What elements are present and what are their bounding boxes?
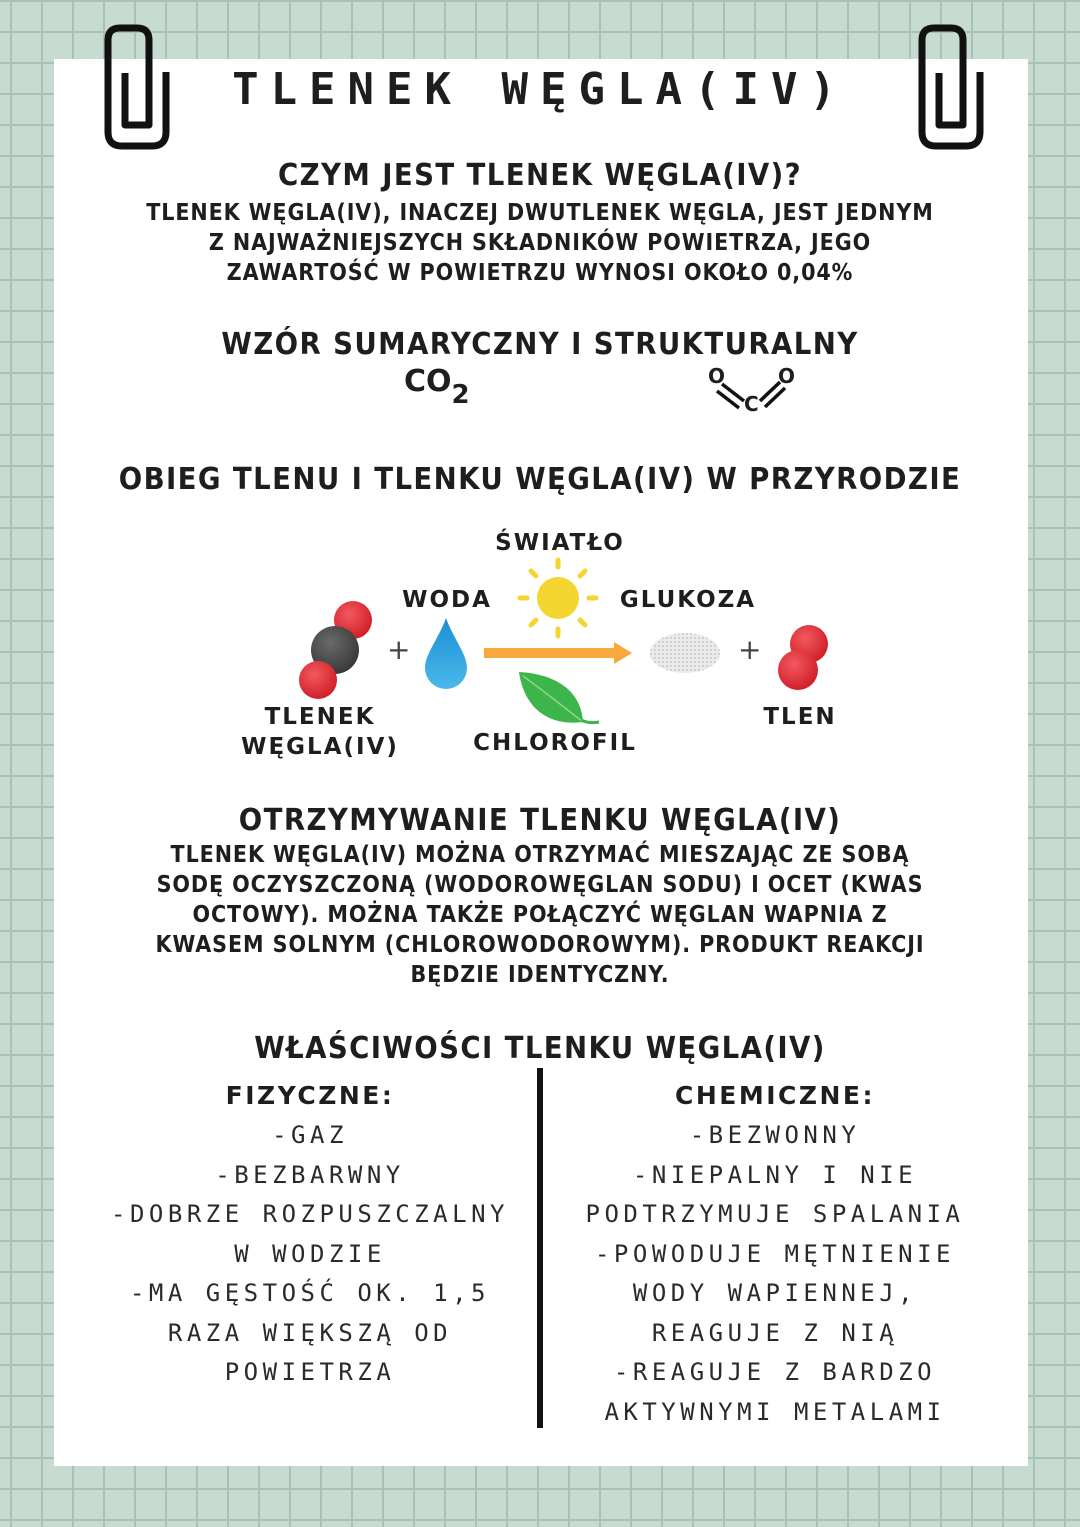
property-line: AKTYWNYMI METALAMI bbox=[604, 1397, 946, 1426]
text-line: TLENEK WĘGLA(IV) MOŻNA OTRZYMAĆ MIESZAJĄC ZE SOBĄ bbox=[170, 842, 910, 868]
property-line: REAGUJE Z NIĄ bbox=[651, 1318, 899, 1347]
leaf-icon bbox=[515, 670, 601, 730]
text-line: BĘDZIE IDENTYCZNY. bbox=[410, 962, 670, 988]
text-line: ZAWARTOŚĆ W POWIETRZU WYNOSI OKOŁO 0,04% bbox=[226, 260, 854, 286]
property-line: -GAZ bbox=[272, 1121, 348, 1149]
chemical-properties-column bbox=[555, 1076, 995, 1432]
formula-subscript: 2 bbox=[451, 380, 470, 410]
property-line: -REAGUJE Z BARDZO bbox=[613, 1358, 937, 1386]
property-line: RAZA WIĘKSZĄ OD bbox=[167, 1318, 453, 1347]
label-chlorophyll: CHLOROFIL bbox=[473, 730, 637, 756]
plus-sign: + bbox=[738, 633, 762, 666]
chemical-heading: CHEMICZNE: bbox=[675, 1081, 875, 1110]
label-light: ŚWIATŁO bbox=[495, 530, 625, 556]
section-heading-what: CZYM JEST TLENEK WĘGLA(IV)? bbox=[277, 158, 802, 193]
label-glucose: GLUKOZA bbox=[619, 587, 757, 613]
paperclip-left-icon bbox=[104, 22, 170, 152]
label-water: WODA bbox=[402, 587, 492, 613]
property-line: -DOBRZE ROZPUSZCZALNY bbox=[111, 1200, 509, 1228]
atom-o-left: O bbox=[708, 364, 726, 388]
section-body-obtaining bbox=[54, 840, 1026, 990]
section-heading-obtaining: OTRZYMYWANIE TLENKU WĘGLA(IV) bbox=[238, 803, 842, 838]
text-line: KWASEM SOLNYM (CHLOROWODOROWYM). PRODUKT REAKCJI bbox=[155, 932, 925, 958]
property-line: -BEZWONNY bbox=[689, 1121, 861, 1149]
section-heading-properties: WŁAŚCIWOŚCI TLENKU WĘGLA(IV) bbox=[254, 1031, 826, 1066]
label-co2 bbox=[240, 702, 400, 762]
label-co2-line1: TLENEK bbox=[264, 704, 376, 730]
atom-c: C bbox=[744, 392, 759, 416]
reaction-arrow-icon bbox=[484, 642, 634, 664]
co2-molecule-icon bbox=[295, 598, 377, 700]
water-drop-icon bbox=[423, 616, 469, 690]
structural-formula bbox=[704, 364, 800, 420]
plus-sign: + bbox=[387, 633, 411, 666]
physical-properties-column bbox=[90, 1076, 530, 1393]
section-heading-cycle: OBIEG TLENU I TLENKU WĘGLA(IV) W PRZYRODZIE bbox=[118, 462, 962, 497]
page-title: TLENEK WĘGLA(IV) bbox=[232, 64, 848, 115]
sun-icon bbox=[516, 556, 600, 640]
property-line: PODTRZYMUJE SPALANIA bbox=[585, 1200, 965, 1228]
paperclip-right-icon bbox=[918, 22, 984, 152]
section-body-what bbox=[54, 198, 1026, 288]
property-line: -MA GĘSTOŚĆ OK. 1,5 bbox=[129, 1279, 491, 1307]
text-line: OCTOWY). MOŻNA TAKŻE POŁĄCZYĆ WĘGLAN WAPNIA Z bbox=[192, 902, 888, 928]
physical-heading: FIZYCZNE: bbox=[225, 1081, 395, 1110]
property-line: WODY WAPIENNEJ, bbox=[632, 1279, 918, 1307]
property-line: -NIEPALNY I NIE bbox=[632, 1160, 918, 1189]
property-line: -BEZBARWNY bbox=[215, 1160, 405, 1189]
atom-o-right: O bbox=[778, 364, 796, 388]
column-divider bbox=[537, 1068, 543, 1428]
o2-molecule-icon bbox=[776, 622, 832, 692]
summary-formula bbox=[404, 364, 470, 410]
section-heading-formula: WZÓR SUMARYCZNY I STRUKTURALNY bbox=[221, 327, 859, 362]
text-line: Z NAJWAŻNIEJSZYCH SKŁADNIKÓW POWIETRZA, JEGO bbox=[208, 230, 872, 256]
property-line: POWIETRZA bbox=[224, 1358, 396, 1386]
property-line: -POWODUJE MĘTNIENIE bbox=[594, 1239, 956, 1268]
label-oxygen: TLEN bbox=[763, 704, 837, 730]
text-line: TLENEK WĘGLA(IV), INACZEJ DWUTLENEK WĘGLA, JEST JEDNYM bbox=[146, 200, 934, 226]
label-co2-line2: WĘGLA(IV) bbox=[241, 734, 399, 760]
formula-text: CO bbox=[404, 364, 452, 399]
property-line: W WODZIE bbox=[234, 1239, 386, 1268]
text-line: SODĘ OCZYSZCZONĄ (WODOROWĘGLAN SODU) I OCET (KWAS bbox=[156, 872, 924, 898]
glucose-crystals-icon bbox=[649, 632, 721, 674]
